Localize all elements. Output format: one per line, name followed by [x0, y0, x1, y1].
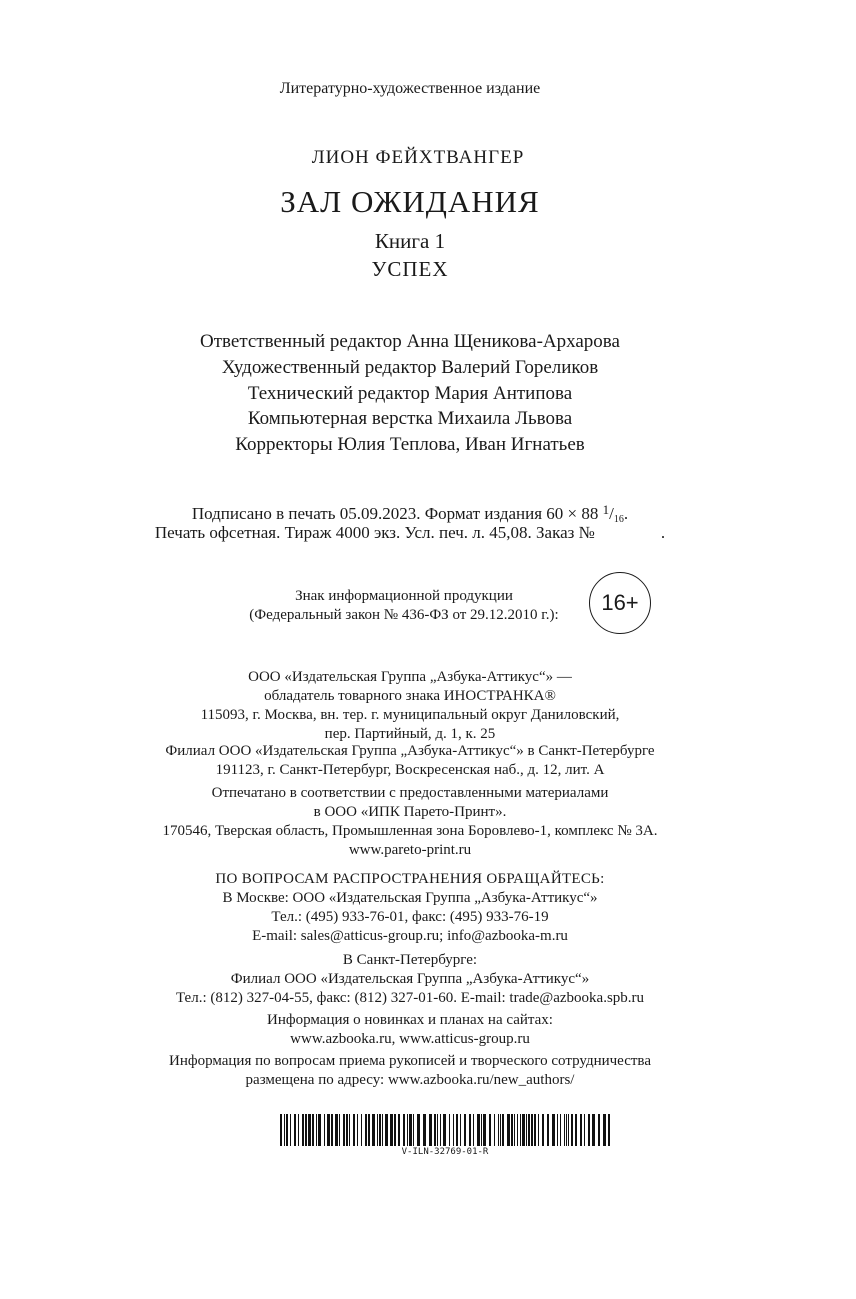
distribution-heading: ПО ВОПРОСАМ РАСПРОСТРАНЕНИЯ ОБРАЩАЙТЕСЬ:	[215, 871, 605, 887]
barcode-bar	[588, 1114, 590, 1146]
credit-line: Художественный редактор Валерий Гореликов	[221, 356, 599, 378]
barcode-bar	[361, 1114, 362, 1146]
barcode-bar	[423, 1114, 426, 1146]
branch-line: 191123, г. Санкт-Петербург, Воскресенская наб., д. 12, лит. А	[215, 762, 605, 778]
barcode-bar	[592, 1114, 595, 1146]
barcode-bar	[538, 1114, 539, 1146]
printer-block	[0, 784, 856, 860]
barcode-bar	[514, 1114, 515, 1146]
printer-line: в ООО «ИПК Парето-Принт».	[313, 804, 507, 820]
credits-list	[0, 329, 856, 458]
manuscripts-block	[0, 1052, 856, 1090]
distribution-line: Тел.: (495) 933-76-01, факс: (495) 933-76-19	[271, 909, 549, 925]
distribution-block	[0, 870, 856, 946]
barcode-bar	[498, 1114, 499, 1146]
barcode-bar	[327, 1114, 330, 1146]
barcode-bar	[489, 1114, 491, 1146]
print-info-line-1: Подписано в печать 05.09.2023. Формат издания 60 × 88 $^1$/16.	[191, 502, 629, 525]
barcode-bar	[473, 1114, 474, 1146]
barcode-bar	[339, 1114, 340, 1146]
manuscripts-line: Информация по вопросам приема рукописей и творческого сотрудничества	[169, 1053, 651, 1069]
barcode-bar	[520, 1114, 521, 1146]
barcode-image	[280, 1114, 610, 1146]
barcode-bar	[353, 1114, 355, 1146]
barcode-bar	[284, 1114, 285, 1146]
publisher-line: обладатель товарного знака ИНОСТРАНКА®	[264, 688, 556, 704]
format-fraction-numerator: 1	[602, 502, 610, 517]
barcode-bar	[526, 1114, 527, 1146]
barcode-bar	[298, 1114, 299, 1146]
book-subtitle: УСПЕХ	[371, 257, 449, 281]
age-rating-label: 16+	[601, 590, 639, 615]
barcode-bar	[385, 1114, 388, 1146]
barcode-bar	[598, 1114, 600, 1146]
barcode-bar	[477, 1114, 480, 1146]
book-title: ЗАЛ ОЖИДАНИЯ	[280, 184, 540, 219]
barcode-bar	[528, 1114, 530, 1146]
barcode-bar	[349, 1114, 350, 1146]
barcode-bar	[571, 1114, 573, 1146]
barcode-bar	[417, 1114, 420, 1146]
barcode-bar	[584, 1114, 585, 1146]
publisher-line: пер. Партийный, д. 1, к. 25	[324, 726, 496, 742]
barcode-bar	[377, 1114, 378, 1146]
barcode-bar	[568, 1114, 569, 1146]
info-sign-line: Знак информационной продукции	[295, 588, 513, 604]
distribution-line: E-mail: sales@atticus-group.ru; info@azbooka-m.ru	[252, 928, 568, 944]
barcode-bar	[335, 1114, 338, 1146]
spb-block	[0, 951, 856, 1008]
barcode-bar	[522, 1114, 525, 1146]
barcode-bar	[494, 1114, 495, 1146]
barcode-bar	[608, 1114, 610, 1146]
barcode-bar	[403, 1114, 405, 1146]
barcode-bar	[305, 1114, 307, 1146]
barcode-bar	[302, 1114, 304, 1146]
barcode-bar	[343, 1114, 345, 1146]
barcode-bar	[603, 1114, 606, 1146]
barcode-bar	[318, 1114, 321, 1146]
barcode-bar	[312, 1114, 314, 1146]
publisher-block	[0, 668, 856, 744]
barcode-bar	[324, 1114, 325, 1146]
barcode-bar	[286, 1114, 288, 1146]
publisher-line: ООО «Издательская Группа „Азбука-Аттикус“» —	[248, 669, 572, 685]
barcode-bar	[290, 1114, 291, 1146]
credit-line: Компьютерная верстка Михаила Львова	[247, 408, 573, 430]
barcode-bar	[534, 1114, 536, 1146]
barcode-bar	[331, 1114, 333, 1146]
barcode-bar	[382, 1114, 383, 1146]
barcode-bar	[372, 1114, 375, 1146]
format-fraction-denominator: 16	[613, 514, 624, 525]
age-rating-badge	[589, 572, 651, 634]
barcode-bar	[308, 1114, 311, 1146]
print-info-line-2	[0, 523, 838, 543]
barcode-bar	[500, 1114, 501, 1146]
edition-type: Литературно-художественное издание	[279, 80, 541, 97]
spb-line: Филиал ООО «Издательская Группа „Азбука-Аттикус“»	[230, 971, 590, 987]
barcode-bar	[552, 1114, 555, 1146]
barcode-bar	[365, 1114, 367, 1146]
barcode-bar	[294, 1114, 296, 1146]
credit-line: Корректоры Юлия Теплова, Иван Игнатьев	[235, 434, 585, 456]
barcode-bar	[409, 1114, 412, 1146]
barcode-bar	[453, 1114, 454, 1146]
barcode-bar	[557, 1114, 558, 1146]
barcode-bar	[502, 1114, 504, 1146]
barcode-bar	[346, 1114, 348, 1146]
credit-line: Технический редактор Мария Антипова	[247, 382, 573, 404]
barcode-bar	[456, 1114, 458, 1146]
barcode-bar	[580, 1114, 582, 1146]
credit-line: Ответственный редактор Анна Щеникова-Архарова	[200, 331, 620, 352]
barcode-bar	[413, 1114, 414, 1146]
websites-block	[0, 1011, 856, 1049]
print-signed-format: Подписано в печать 05.09.2023. Формат издания 60 × 88	[191, 504, 599, 523]
barcode-bar	[464, 1114, 466, 1146]
barcode-bar	[357, 1114, 358, 1146]
barcode-bar	[460, 1114, 461, 1146]
branch-line: Филиал ООО «Издательская Группа „Азбука-Аттикус“» в Санкт-Петербурге	[165, 743, 655, 759]
barcode-bar	[547, 1114, 549, 1146]
barcode-bar	[394, 1114, 396, 1146]
barcode-bar	[443, 1114, 446, 1146]
barcode-bar	[564, 1114, 565, 1146]
spb-line: В Санкт-Петербурге:	[342, 952, 478, 968]
barcode-bar	[379, 1114, 381, 1146]
barcode-bar	[566, 1114, 567, 1146]
author-name: ЛИОН ФЕЙХТВАНГЕР	[311, 147, 525, 168]
info-sign-text	[224, 587, 584, 625]
printer-line: Отпечатано в соответствии с предоставленными материалами	[211, 785, 609, 801]
barcode-bar	[434, 1114, 436, 1146]
barcode-bar	[398, 1114, 400, 1146]
publisher-line: 115093, г. Москва, вн. тер. г. муниципальный округ Даниловский,	[200, 707, 620, 723]
order-end-dot: .	[660, 523, 666, 542]
barcode-bar	[542, 1114, 544, 1146]
manuscripts-line: размещена по адресу: www.azbooka.ru/new_authors/	[245, 1072, 575, 1088]
barcode-bar	[575, 1114, 577, 1146]
print-run-info: Печать офсетная. Тираж 4000 экз. Усл. печ. л. 45,08. Заказ №	[154, 523, 595, 542]
barcode-bar	[368, 1114, 370, 1146]
barcode-bar	[531, 1114, 533, 1146]
distribution-line: В Москве: ООО «Издательская Группа „Азбука-Аттикус“»	[222, 890, 598, 906]
barcode-bar	[437, 1114, 438, 1146]
barcode-bar	[483, 1114, 486, 1146]
barcode-bar	[481, 1114, 482, 1146]
barcode-bar	[469, 1114, 471, 1146]
book-number: Книга 1	[374, 229, 446, 253]
barcode-bar	[316, 1114, 317, 1146]
barcode-bar	[449, 1114, 450, 1146]
spb-line: Тел.: (812) 327-04-55, факс: (812) 327-01-60. E-mail: trade@azbooka.spb.ru	[175, 990, 645, 1006]
barcode-bar	[390, 1114, 393, 1146]
barcode-bar	[407, 1114, 408, 1146]
barcode-bar	[440, 1114, 441, 1146]
barcode-bar	[511, 1114, 513, 1146]
printer-line: 170546, Тверская область, Промышленная зона Боровлево-1, комплекс № 3А.	[162, 823, 658, 839]
barcode-bar	[517, 1114, 518, 1146]
barcode-label: V-ILN-32769-01-R	[401, 1147, 489, 1157]
barcode-bar	[560, 1114, 561, 1146]
websites-line: www.azbooka.ru, www.atticus-group.ru	[290, 1031, 530, 1047]
barcode-bar	[507, 1114, 510, 1146]
printer-line: www.pareto-print.ru	[348, 842, 472, 858]
barcode-bar	[280, 1114, 282, 1146]
info-sign-law: (Федеральный закон № 436-ФЗ от 29.12.2010 г.):	[249, 607, 559, 623]
websites-line: Информация о новинках и планах на сайтах:	[267, 1012, 553, 1028]
barcode-bar	[429, 1114, 432, 1146]
branch-block	[0, 742, 856, 780]
